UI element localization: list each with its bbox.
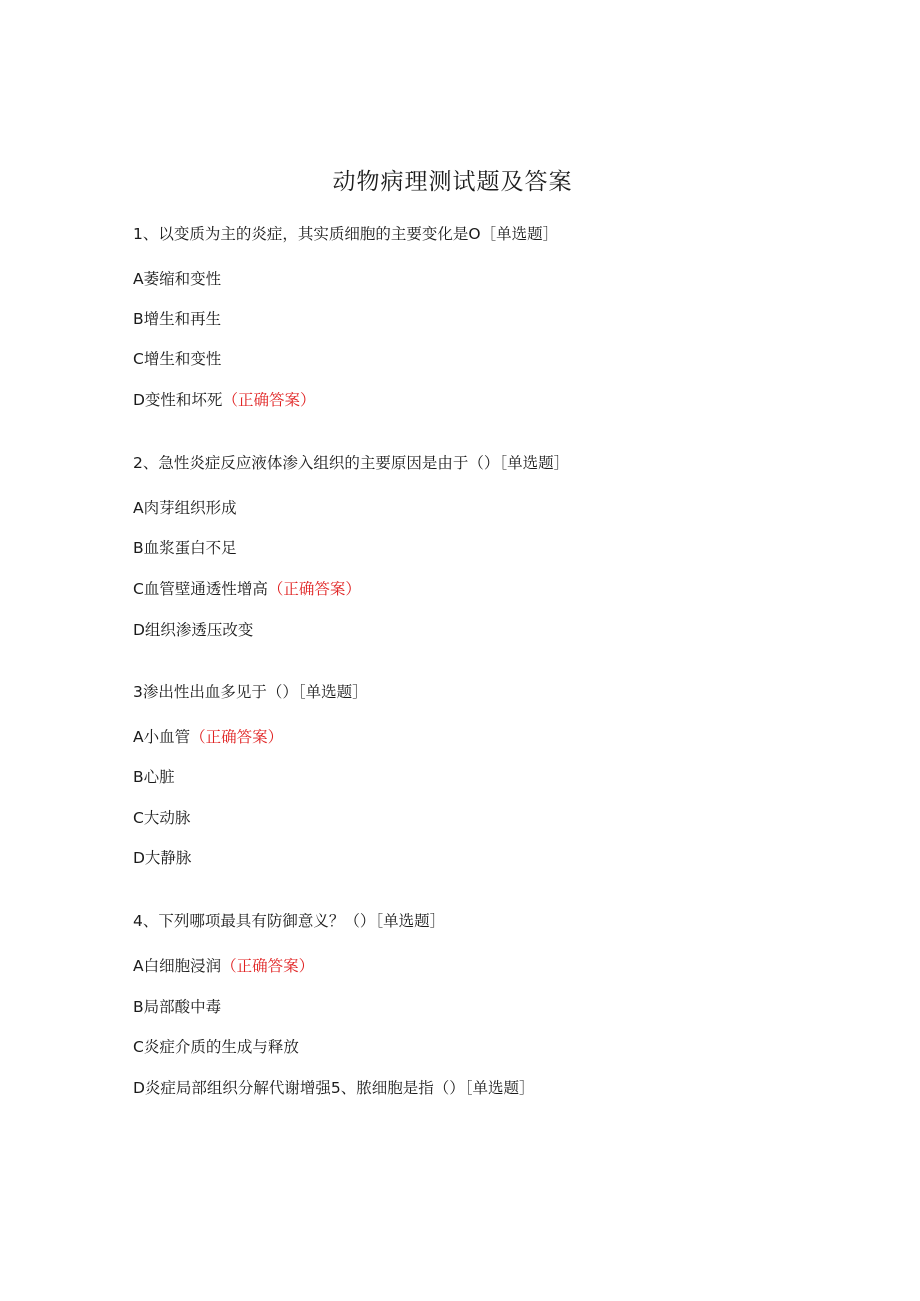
option-text: C血管壁通透性增高 xyxy=(133,580,268,598)
option-text: B增生和再生 xyxy=(133,310,222,328)
question-2-option-a xyxy=(133,498,237,518)
question-3-option-a xyxy=(133,727,283,747)
correct-answer-marker: （正确答案） xyxy=(190,728,284,746)
question-1-option-d xyxy=(133,390,315,410)
question-2-stem: 2、急性炎症反应液体渗入组织的主要原因是由于（）［单选题］ xyxy=(133,454,570,472)
option-text: A白细胞浸润 xyxy=(133,957,222,975)
question-3-option-b xyxy=(133,767,175,787)
option-text: B心脏 xyxy=(133,768,175,786)
option-text: A肉芽组织形成 xyxy=(133,499,237,517)
correct-answer-marker: （正确答案） xyxy=(221,957,315,975)
correct-answer-marker: （正确答案） xyxy=(267,580,361,598)
question-4-option-d xyxy=(133,1078,535,1098)
question-4-stem: 4、下列哪项最具有防御意义？（）［单选题］ xyxy=(133,912,446,930)
question-1-option-c xyxy=(133,349,221,369)
option-text: A小血管 xyxy=(133,728,191,746)
question-2-option-c xyxy=(133,579,361,599)
option-text: B局部酸中毒 xyxy=(133,998,222,1016)
correct-answer-marker: （正确答案） xyxy=(222,391,316,409)
option-text: A萎缩和变性 xyxy=(133,270,222,288)
page-title: 动物病理测试题及答案 xyxy=(332,169,573,195)
question-2-option-d xyxy=(133,620,253,640)
question-4-option-c xyxy=(133,1037,299,1057)
option-text: C大动脉 xyxy=(133,809,191,827)
option-text: D大静脉 xyxy=(133,849,192,867)
option-text: C炎症介质的生成与释放 xyxy=(133,1038,299,1056)
option-text: C增生和变性 xyxy=(133,350,222,368)
question-1-option-a xyxy=(133,269,221,289)
question-4-option-b xyxy=(133,997,221,1017)
option-text: D组织渗透压改变 xyxy=(133,621,254,639)
option-text: D炎症局部组织分解代谢增强5、脓细胞是指（）［单选题］ xyxy=(133,1079,535,1097)
question-1-stem: 1、以变质为主的炎症，其实质细胞的主要变化是O［单选题］ xyxy=(133,225,559,243)
question-2-option-b xyxy=(133,538,237,558)
option-text: B血浆蛋白不足 xyxy=(133,539,237,557)
question-3-option-d xyxy=(133,848,191,868)
question-1-option-b xyxy=(133,309,221,329)
option-text: D变性和坏死 xyxy=(133,391,223,409)
question-3-stem: 3渗出性出血多见于（）［单选题］ xyxy=(133,683,368,701)
question-4-option-a xyxy=(133,956,314,976)
question-3-option-c xyxy=(133,808,190,828)
